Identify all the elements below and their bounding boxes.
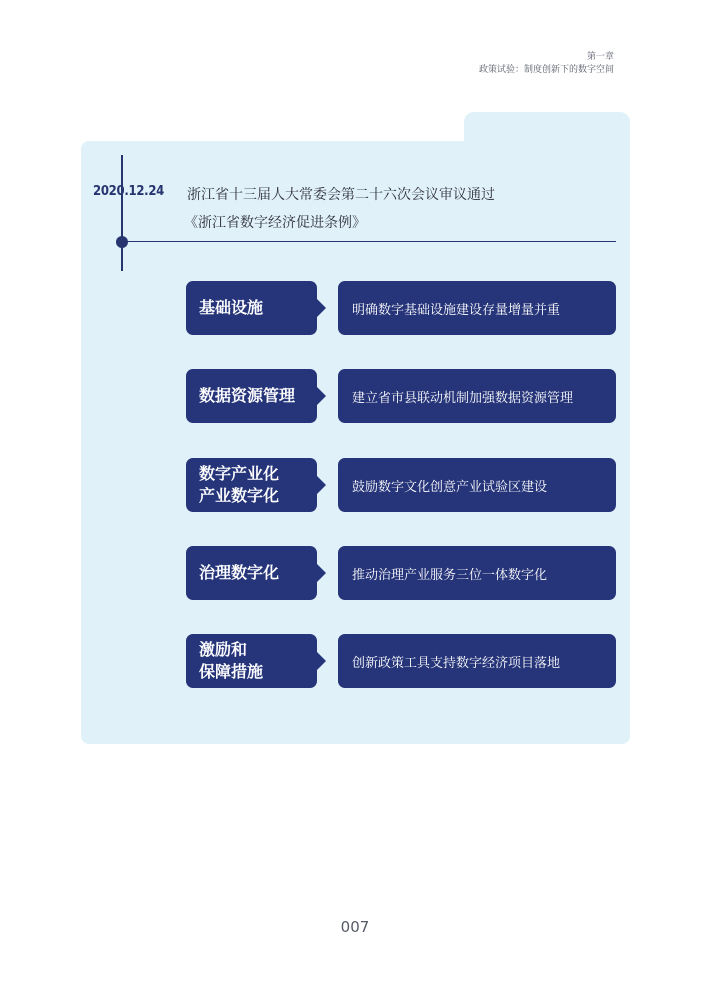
description-box bbox=[338, 458, 616, 512]
description-box bbox=[338, 634, 616, 688]
category-label-line-2: 产业数字化 bbox=[199, 486, 280, 505]
arrow-icon bbox=[317, 652, 326, 670]
policy-row-governance bbox=[186, 546, 616, 600]
category-label: 治理数字化 bbox=[199, 563, 280, 582]
page-header bbox=[479, 51, 614, 77]
policy-row-data-resources bbox=[186, 369, 616, 423]
event-line-2: 《浙江省数字经济促进条例》 bbox=[184, 215, 366, 231]
arrow-icon bbox=[317, 476, 326, 494]
category-label: 数据资源管理 bbox=[199, 386, 296, 405]
description-text: 建立省市县联动机制加强数据资源管理 bbox=[352, 390, 574, 406]
category-box bbox=[186, 369, 317, 423]
category-box bbox=[186, 281, 317, 335]
description-text: 鼓励数字文化创意产业试验区建设 bbox=[352, 479, 548, 495]
timeline-event bbox=[184, 181, 495, 237]
description-text: 明确数字基础设施建设存量增量并重 bbox=[352, 302, 561, 318]
description-text: 创新政策工具支持数字经济项目落地 bbox=[352, 655, 561, 671]
category-label-line-1: 数字产业化 bbox=[199, 464, 280, 483]
page-number: 007 bbox=[340, 918, 370, 936]
chapter-subtitle: 政策试验：制度创新下的数字空间 bbox=[478, 65, 614, 75]
arrow-icon bbox=[317, 387, 326, 405]
description-box bbox=[338, 281, 616, 335]
description-box bbox=[338, 546, 616, 600]
timeline-vertical-line bbox=[121, 155, 123, 271]
event-line-1: 浙江省十三届人大常委会第二十六次会议审议通过 bbox=[187, 187, 495, 203]
policy-row-infrastructure bbox=[186, 281, 616, 335]
chapter-label: 第一章 bbox=[586, 52, 614, 62]
arrow-icon bbox=[317, 564, 326, 582]
arrow-icon bbox=[317, 299, 326, 317]
timeline-horizontal-line bbox=[122, 241, 616, 242]
timeline-dot bbox=[116, 236, 128, 248]
policy-row-incentives bbox=[186, 634, 616, 688]
policy-row-digital-industry bbox=[186, 458, 616, 512]
category-label-line-2: 保障措施 bbox=[199, 662, 264, 681]
category-label-line-1: 激励和 bbox=[199, 640, 248, 659]
description-box bbox=[338, 369, 616, 423]
description-text: 推动治理产业服务三位一体数字化 bbox=[352, 567, 548, 583]
category-box bbox=[186, 546, 317, 600]
timeline-date: 2020.12.24 bbox=[93, 184, 164, 199]
category-box bbox=[186, 458, 317, 512]
category-label: 基础设施 bbox=[199, 298, 264, 317]
category-box bbox=[186, 634, 317, 688]
